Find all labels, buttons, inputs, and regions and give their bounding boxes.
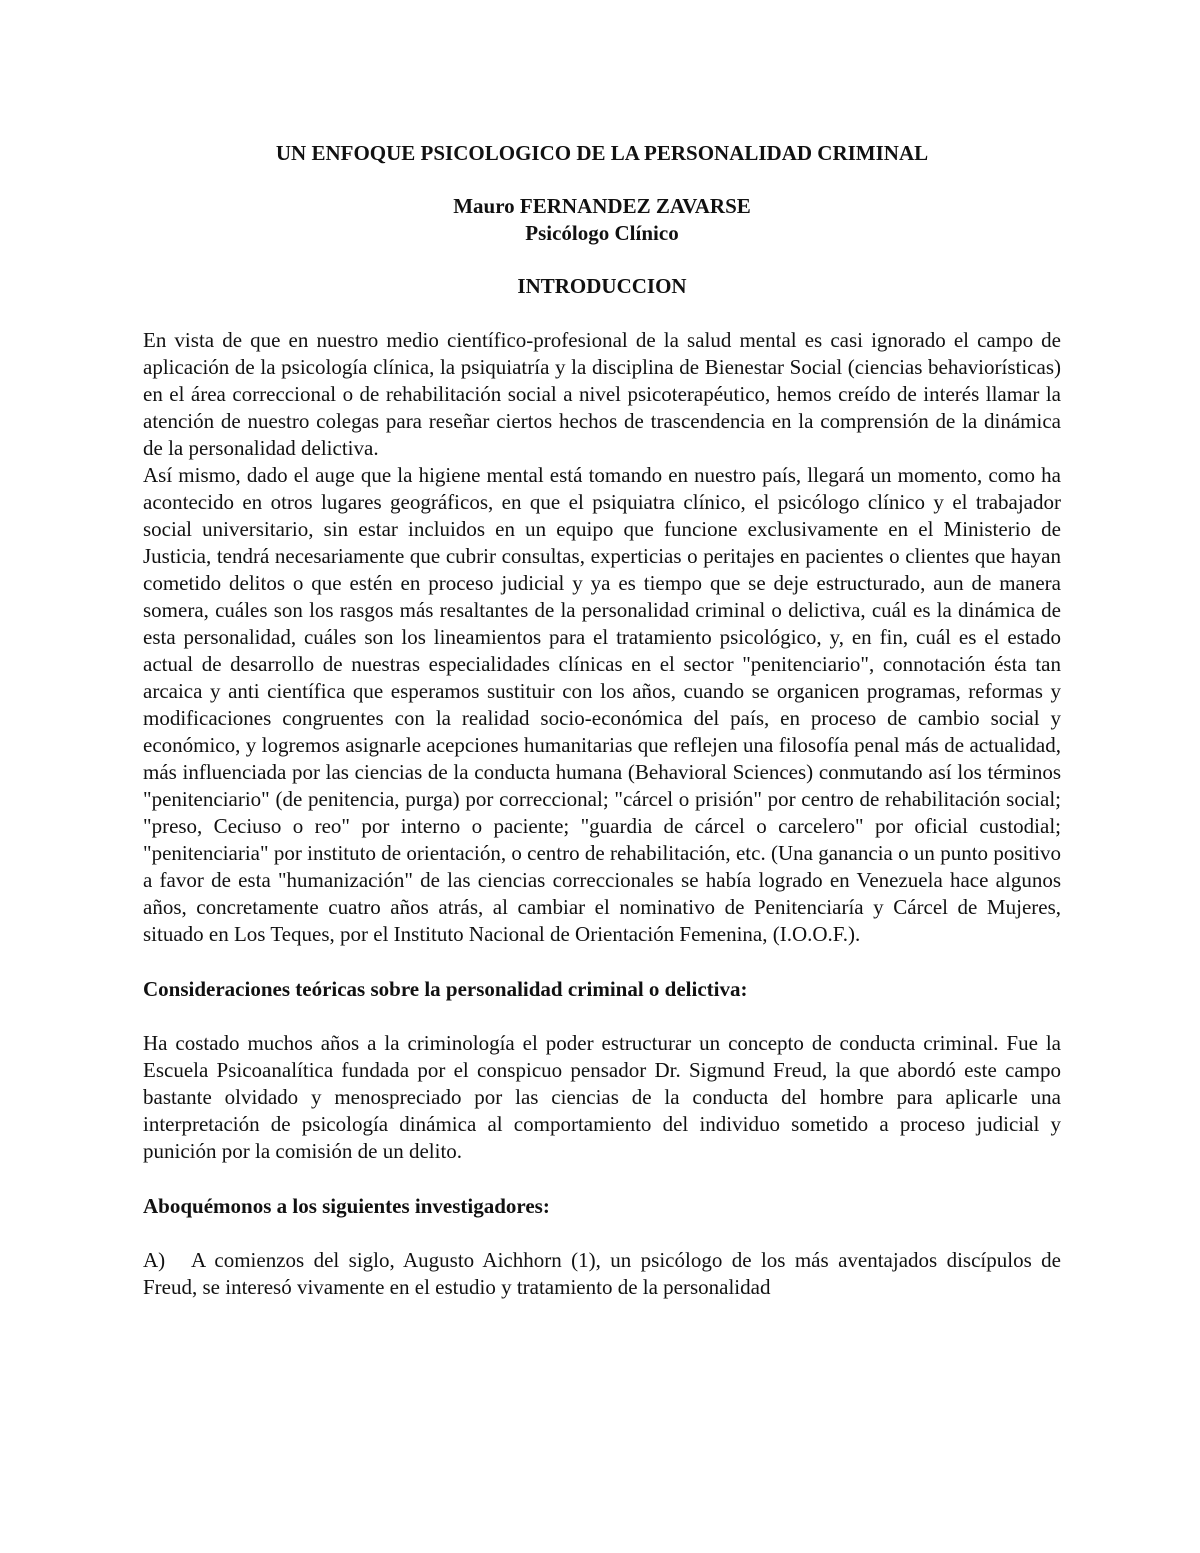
document-page <box>143 140 1061 1301</box>
list-marker: A) <box>143 1248 166 1272</box>
list-item-text: A comienzos del siglo, Augusto Aichhorn (1), un psicólogo de los más aventajados discípulos de Freud, se interesó vivamente en el estudio y tratamiento de la personalidad <box>143 1248 1061 1299</box>
list-item-a <box>143 1247 1061 1301</box>
section-heading-researchers: Aboquémonos a los siguientes investigadores: <box>143 1194 550 1218</box>
intro-paragraph-2: Así mismo, dado el auge que la higiene mental está tomando en nuestro país, llegará un momento, como ha acontecido en otros lugares geográficos, en que el psiquiatra clínico, el psicólogo clínico y el trabajador social universitario, sin estar incluidos en un equipo que funcione exclusivamente en el Ministerio de Justicia, tendrá necesariamente que cubrir consultas, experticias o peritajes en pacientes o clientes que hayan cometido delitos o que estén en proceso judicial y ya es tiempo que se deje estructurado, aun de manera somera, cuáles son los rasgos más resaltantes de la personalidad criminal o delictiva, cuál es la dinámica de esta personalidad, cuáles son los lineamientos para el tratamiento psicológico, y, en fin, cuál es el estado actual de desarrollo de nuestras especialidades clínicas en el sector "penitenciario", connotación ésta tan arcaica y anti científica que esperamos sustituir con los años, cuando se organicen programas, reformas y modificaciones congruentes con la realidad socio-económica del país, en proceso de cambio social y económico, y logremos asignarle acepciones humanitarias que reflejen una filosofía penal más de actualidad, más influenciada por las ciencias de la conducta humana (Behavioral Sciences) conmutando así los términos "penitenciario" (de penitencia, purga) por correccional; "cárcel o prisión" por centro de rehabilitación social; "preso, Ceciuso o reo" por interno o paciente; "guardia de cárcel o carcelero" por oficial custodial; "penitenciaria" por instituto de orientación, o centro de rehabilitación, etc. (Una ganancia o un punto positivo a favor de esta "humanización" de las ciencias correccionales se había logrado en Venezuela hace algunos años, concretamente cuatro años atrás, al cambiar el nominativo de Penitenciaría y Cárcel de Mujeres, situado en Los Teques, por el Instituto Nacional de Orientación Femenina, (I.O.O.F.). <box>143 463 1061 946</box>
author-role: Psicólogo Clínico <box>525 221 679 245</box>
document-title: UN ENFOQUE PSICOLOGICO DE LA PERSONALIDAD CRIMINAL <box>275 141 929 165</box>
intro-paragraph-1: En vista de que en nuestro medio científico-profesional de la salud mental es casi ignorado el campo de aplicación de la psicología clínica, la psiquiatría y la disciplina de Bienestar Social (ciencias behaviorísticas) en el área correccional o de rehabilitación social a nivel psicoterapéutico, hemos creído de interés llamar la atención de nuestro colegas para reseñar ciertos hechos de trascendencia en la comprensión de la dinámica de la personalidad delictiva. <box>143 328 1061 460</box>
author-name: Mauro FERNANDEZ ZAVARSE <box>453 194 751 218</box>
section-heading-theoretical: Consideraciones teóricas sobre la personalidad criminal o delictiva: <box>143 977 748 1001</box>
introduction-heading: INTRODUCCION <box>517 274 687 298</box>
theoretical-paragraph: Ha costado muchos años a la criminología el poder estructurar un concepto de conducta criminal. Fue la Escuela Psicoanalítica fundada por el conspicuo pensador Dr. Sigmund Freud, la que abordó este campo bastante olvidado y menospreciado por las ciencias de la conducta del hombre para aplicarle una interpretación de psicología dinámica al comportamiento del individuo sometido a proceso judicial y punición por la comisión de un delito. <box>143 1031 1061 1163</box>
